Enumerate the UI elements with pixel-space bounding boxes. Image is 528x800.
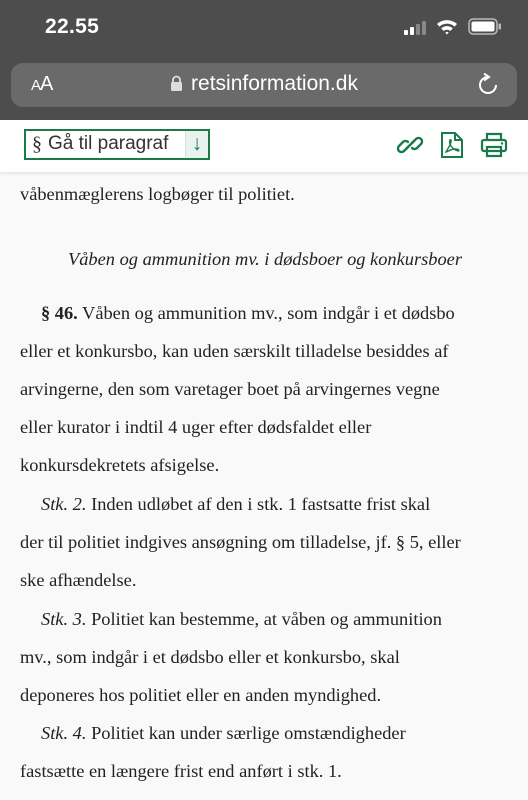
goto-paragraph-label: Gå til paragraf (48, 133, 169, 154)
lock-icon (170, 75, 183, 92)
paragraph-line (20, 294, 510, 332)
aa-small: A (31, 77, 41, 94)
paragraph-line: der til politiet indgives ansøgning om tilladelse, jf. § 5, eller (20, 532, 461, 552)
stk-marker: Stk. 4. (41, 723, 87, 743)
paragraph-line (20, 485, 510, 523)
section-heading: Våben og ammunition mv. i dødsboer og konkursboer (68, 249, 462, 269)
paragraph-line: mv., som indgår i et dødsbo eller et konkursbo, skal (20, 647, 400, 667)
paragraph-line: fastsætte en længere frist end anført i stk. 1. (20, 761, 342, 781)
paragraph-text: Politiet kan under særlige omstændigheder (86, 723, 406, 743)
stk-marker: Stk. 2. (41, 494, 87, 514)
paragraph-46 (20, 294, 510, 484)
paragraph-line: deponeres hos politiet eller en anden myndighed. (20, 685, 382, 705)
battery-icon (468, 18, 502, 35)
url-display[interactable] (11, 72, 517, 96)
paragraph-line: eller et konkursbo, kan uden særskilt tilladelse besiddes af (20, 341, 449, 361)
stk-4 (20, 714, 510, 790)
paragraph-line (20, 600, 510, 638)
reload-icon[interactable] (477, 73, 499, 97)
pdf-icon[interactable] (440, 131, 464, 159)
stk-3 (20, 600, 510, 714)
link-icon[interactable] (396, 131, 424, 159)
stk-marker: Stk. 3. (41, 609, 87, 629)
address-bar[interactable] (11, 63, 517, 107)
paragraph-line: eller kurator i indtil 4 uger efter dødsfaldet eller (20, 417, 372, 437)
aa-large: A (40, 73, 53, 95)
paragraph-line: arvingerne, den som varetager boet på arvingernes vegne (20, 379, 440, 399)
paragraph-text: Politiet kan bestemme, at våben og ammunition (86, 609, 442, 629)
print-icon[interactable] (480, 131, 508, 159)
paragraph-line (20, 714, 510, 752)
paragraph-marker: § 46. (41, 303, 78, 323)
stk-2 (20, 485, 510, 599)
top-line: våbenmæglerens logbøger til politiet. (20, 184, 295, 204)
document-toolbar (0, 120, 528, 172)
toolbar-actions (396, 131, 508, 159)
goto-paragraph-field[interactable] (24, 129, 210, 160)
browser-chrome (0, 0, 528, 120)
section-symbol: § (32, 133, 42, 155)
paragraph-text: Våben og ammunition mv., som indgår i et dødsbo (77, 303, 455, 323)
paragraph-text: Inden udløbet af den i stk. 1 fastsatte frist skal (86, 494, 431, 514)
paragraph-line: konkursdekretets afsigelse. (20, 455, 220, 475)
url-text: retsinformation.dk (191, 72, 358, 95)
cellular-signal-icon (404, 19, 426, 35)
paragraph-line: ske afhændelse. (20, 570, 137, 590)
status-icons (404, 18, 502, 35)
status-bar (0, 0, 528, 56)
wifi-icon (436, 18, 458, 35)
status-time: 22.55 (45, 15, 100, 38)
goto-arrow-button[interactable]: ↓ (185, 131, 208, 158)
